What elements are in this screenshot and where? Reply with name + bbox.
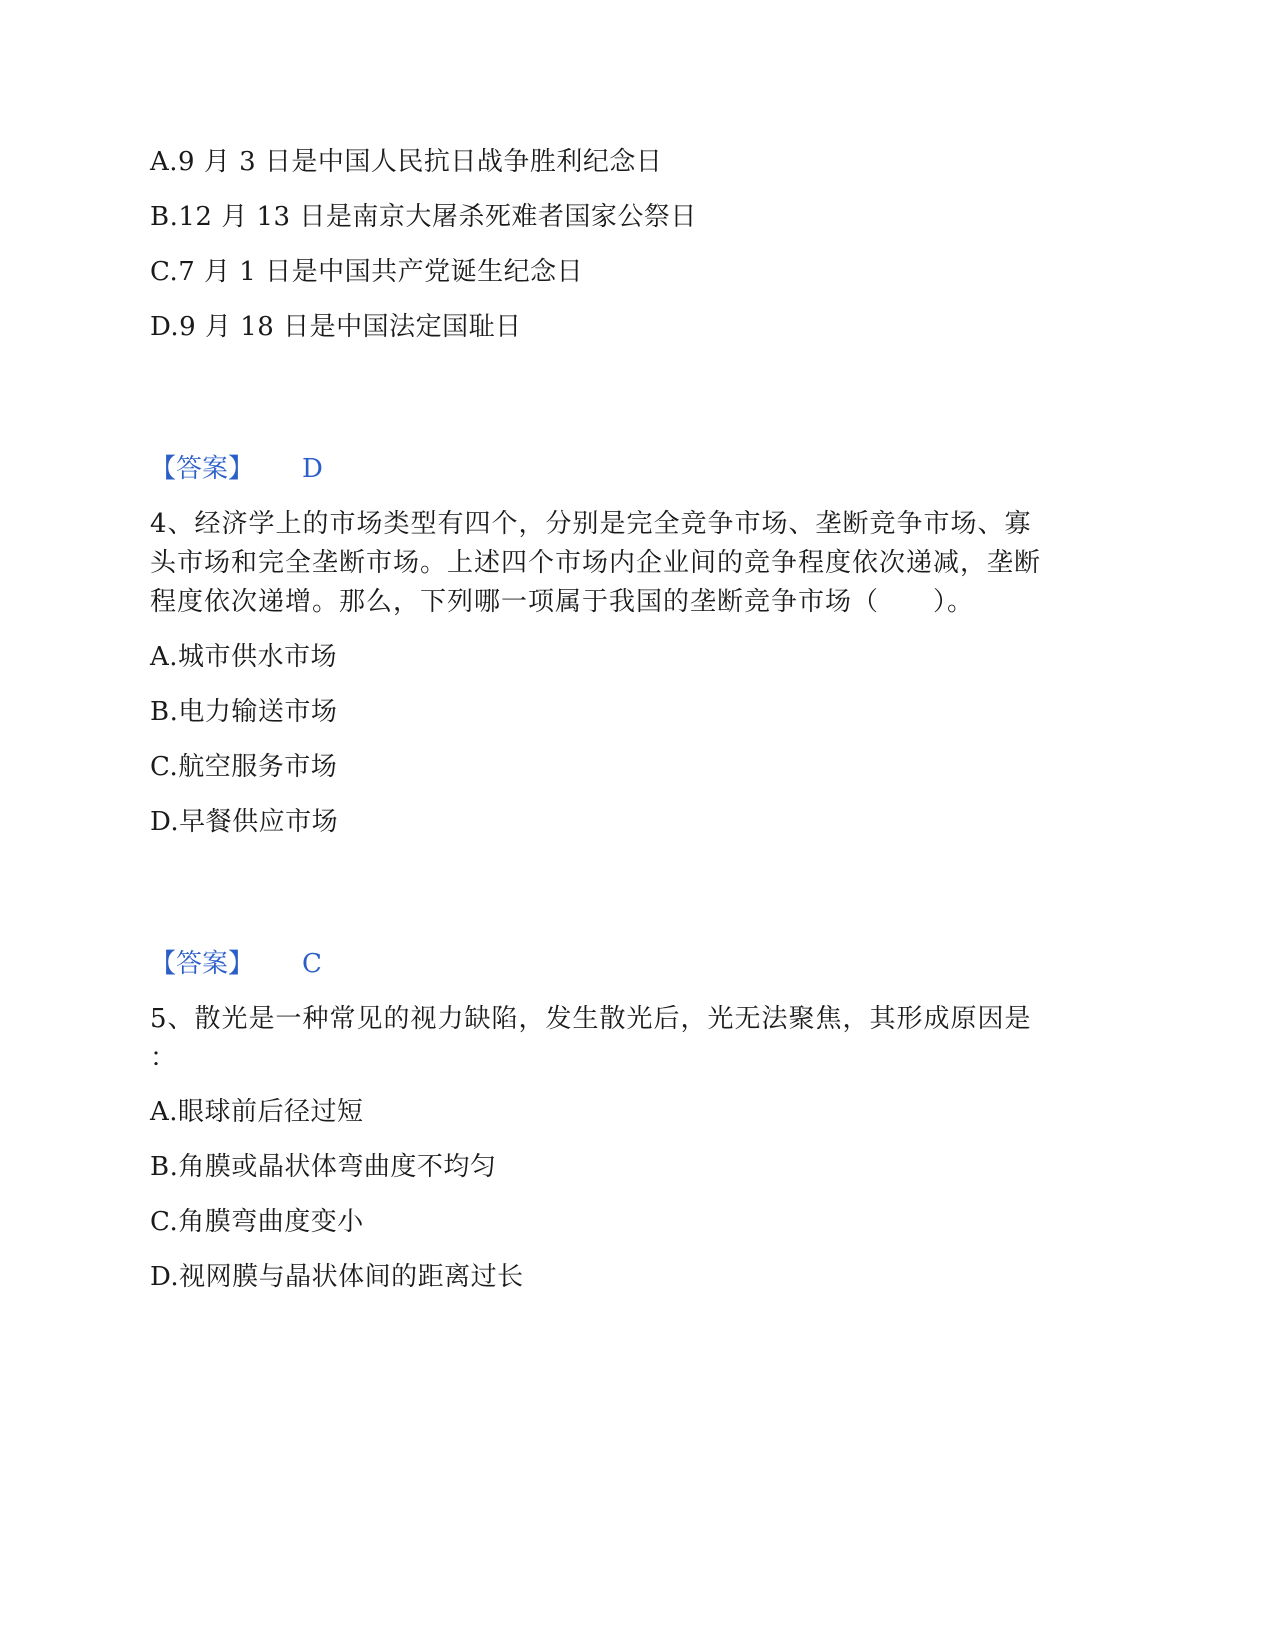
- q4-stem-line: 程度依次递增。那么，下列哪一项属于我国的垄断竞争市场（ ）。: [150, 587, 975, 617]
- q4-option-d: D.早餐供应市场: [150, 807, 339, 837]
- q5-option-c: C.角膜弯曲度变小: [150, 1207, 364, 1237]
- q5-stem-line: ：: [150, 1043, 178, 1073]
- q5-option-b: B.角膜或晶状体弯曲度不均匀: [150, 1152, 497, 1182]
- q4-answer-label: 【答案】: [150, 949, 255, 979]
- q4-stem: [150, 505, 1110, 622]
- q5-option-a: A.眼球前后径过短: [150, 1097, 364, 1127]
- q5-option-d: D.视网膜与晶状体间的距离过长: [150, 1262, 524, 1292]
- q3-option-d: D.9 月 18 日是中国法定国耻日: [150, 312, 522, 342]
- q4-option-a: A.城市供水市场: [150, 642, 338, 672]
- q5-stem-line: 5、散光是一种常见的视力缺陷，发生散光后，光无法聚焦，其形成原因是: [150, 1004, 1032, 1034]
- q5-stem: [150, 1000, 1110, 1078]
- q3-option-a: A.9 月 3 日是中国人民抗日战争胜利纪念日: [150, 147, 663, 177]
- q3-option-c: C.7 月 1 日是中国共产党诞生纪念日: [150, 257, 584, 287]
- q3-answer-value: D: [302, 454, 323, 484]
- q4-stem-line: 头市场和完全垄断市场。上述四个市场内企业间的竞争程度依次递减，垄断: [150, 548, 1042, 578]
- q4-option-c: C.航空服务市场: [150, 752, 338, 782]
- q3-answer: [150, 452, 323, 486]
- q4-answer-value: C: [302, 949, 322, 979]
- q4-stem-line: 4、经济学上的市场类型有四个，分别是完全竞争市场、垄断竞争市场、寡: [150, 509, 1032, 539]
- q4-answer: [150, 947, 322, 981]
- q3-option-b: B.12 月 13 日是南京大屠杀死难者国家公祭日: [150, 202, 697, 232]
- q4-option-b: B.电力输送市场: [150, 697, 338, 727]
- q3-answer-label: 【答案】: [150, 454, 255, 484]
